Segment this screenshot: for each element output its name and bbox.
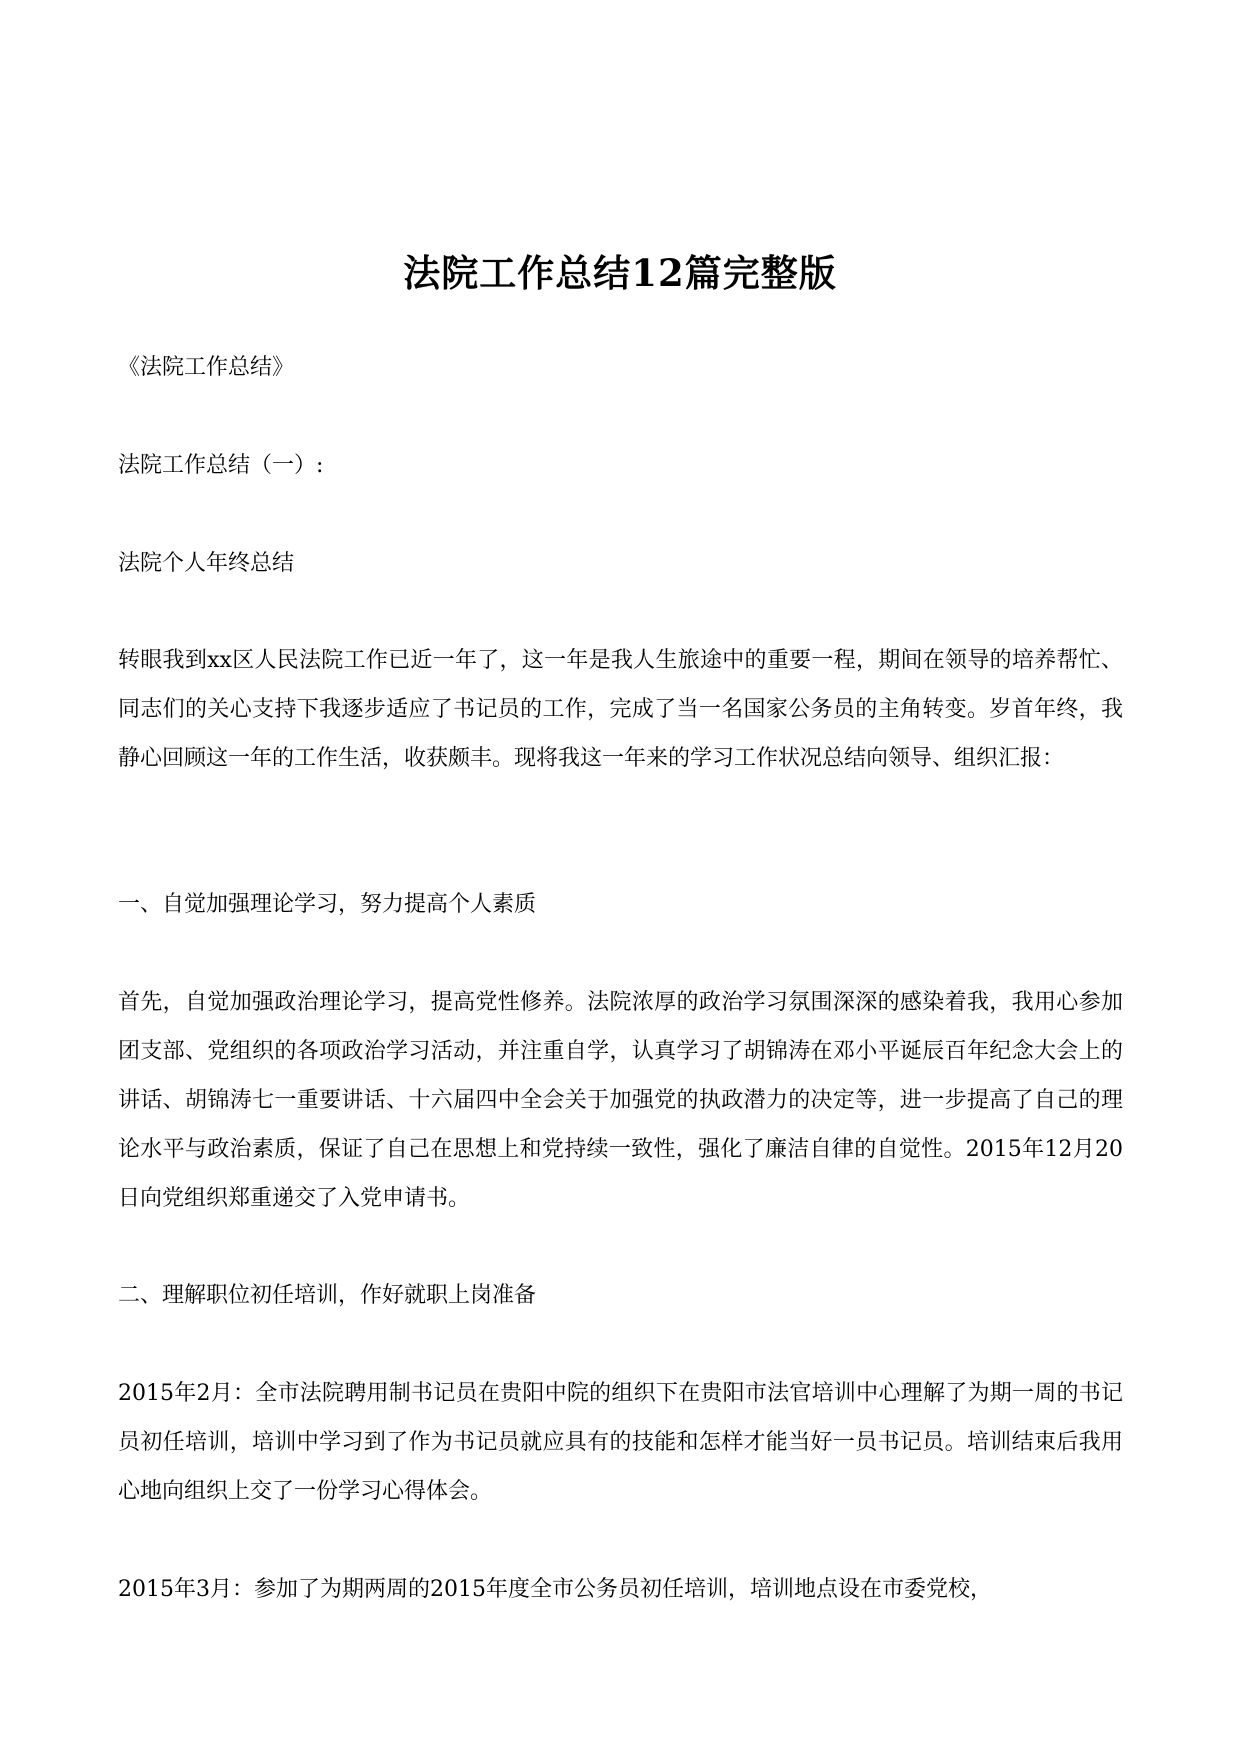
paragraph-february-training: 2015年2月：全市法院聘用制书记员在贵阳中院的组织下在贵阳市法官培训中心理解了为期一周的书记员初任培训，培训中学习到了作为书记员就应具有的技能和怎样才能当好一员书记员。培训结束后我用心地向组织上交了一份学习心得体会。 xyxy=(118,1381,1123,1504)
paragraph-introduction: 转眼我到xx区人民法院工作已近一年了，这一年是我人生旅途中的重要一程，期间在领导的培养帮忙、同志们的关心支持下我逐步适应了书记员的工作，完成了当一名国家公务员的主角转变。岁首年终，我静心回顾这一年的工作生活，收获颇丰。现将我这一年来的学习工作状况总结向领导、组织汇报： xyxy=(118,648,1123,771)
document-title: 法院工作总结12篇完整版 xyxy=(403,250,837,295)
section-title-one: 法院工作总结（一）: xyxy=(118,453,324,478)
paragraph-theory-study: 首先，自觉加强政治理论学习，提高党性修养。法院浓厚的政治学习氛围深深的感染着我，我用心参加团支部、党组织的各项政治学习活动，并注重自学，认真学习了胡锦涛在邓小平诞辰百年纪念大会上的讲话、胡锦涛七一重要讲话、十六届四中全会关于加强党的执政潜力的决定等，进一步提高了自己的理论水平与政治素质，保证了自己在思想上和党持续一致性，强化了廉洁自律的自觉性。2015年12月20日向党组织郑重递交了入党申请书。 xyxy=(118,990,1123,1211)
subtitle-personal-summary: 法院个人年终总结 xyxy=(118,551,295,576)
paragraph-march-training: 2015年3月：参加了为期两周的2015年度全市公务员初任培训，培训地点设在市委党校， xyxy=(118,1577,992,1602)
document-source-title: 《法院工作总结》 xyxy=(118,355,295,380)
heading-job-training: 二、理解职位初任培训，作好就职上岗准备 xyxy=(118,1283,537,1308)
heading-theory-study: 一、自觉加强理论学习，努力提高个人素质 xyxy=(118,892,537,917)
